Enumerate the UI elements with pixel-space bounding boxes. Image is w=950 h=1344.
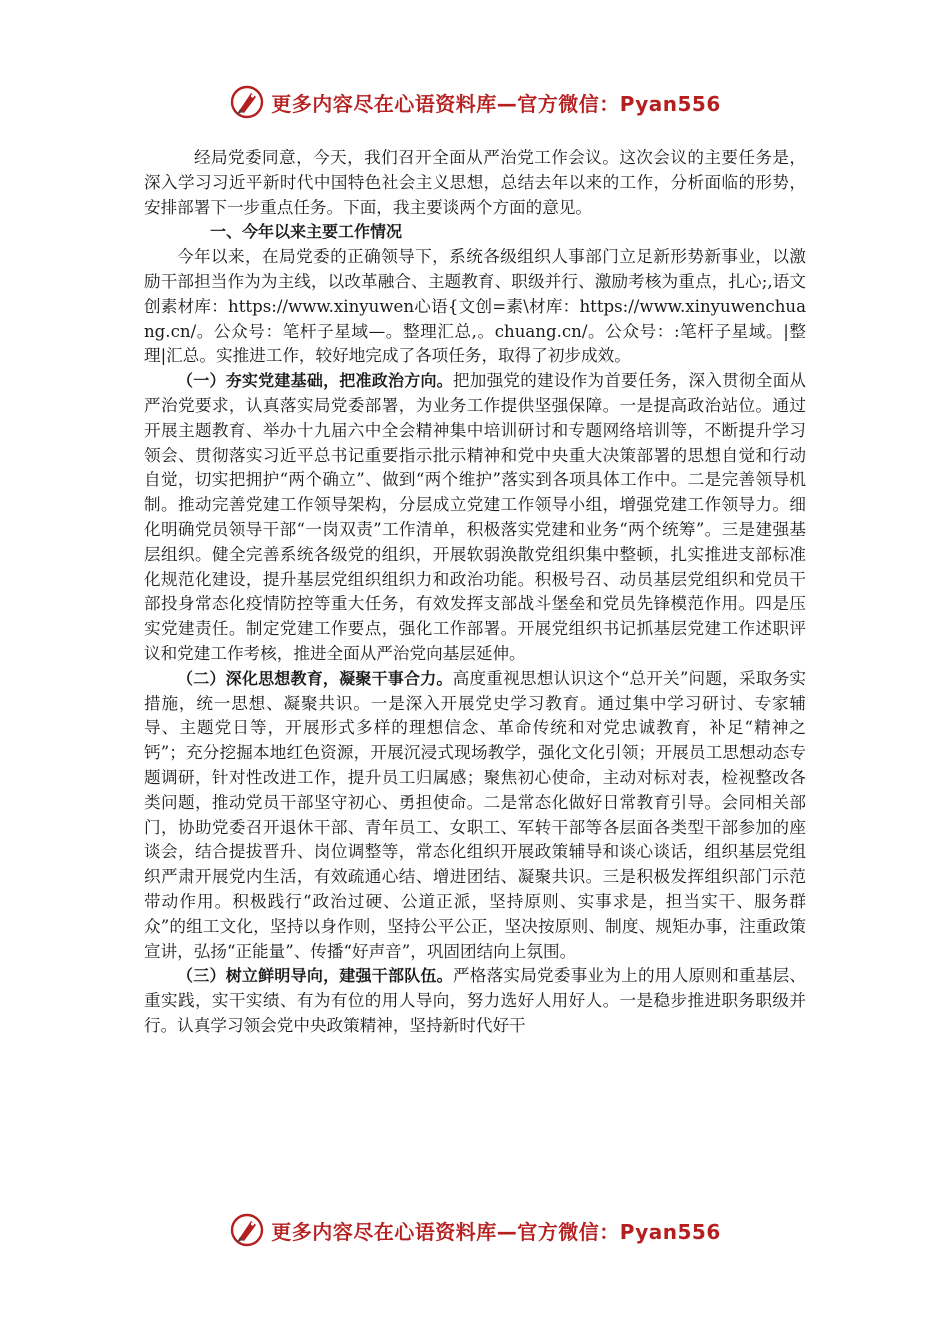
item-lead-3: （三）树立鲜明导向，建强干部队伍。 bbox=[177, 966, 453, 986]
header-watermark-banner bbox=[0, 82, 950, 122]
pen-nib-logo-icon bbox=[229, 1212, 265, 1248]
item-body-2: 高度重视思想认识这个“总开关”问题，采取务实措施，统一思想、凝聚共识。一是深入开展党史学习教育。通过集中学习研讨、专家辅导、主题党日等，开展形式多样的理想信念、革命传统和对党忠诚教育，补足“精神之钙”；充分挖掘本地红色资源，开展沉浸式现场教学，强化文化引领；开展员工思想动态专题调研，针对性改进工作，提升员工归属感；聚焦初心使命，主动对标对表，检视整改各类问题，推动党员干部坚守初心、勇担使命。二是常态化做好日常教育引导。会同相关部门，协助党委召开退休干部、青年员工、女职工、军转干部等各层面各类型干部参加的座谈会，结合提拔晋升、岗位调整等，常态化组织开展政策辅导和谈心谈话，组织基层党组织严肃开展党内生活，有效疏通心结、增进团结、凝聚共识。三是积极发挥组织部门示范带动作用。积极践行“政治过硬、公道正派，坚持原则、实事求是，担当实干、服务群众”的组工文化，坚持以身作则，坚持公平公正，坚决按原则、制度、规矩办事，注重政策宣讲，弘扬“正能量”、传播“好声音”，巩固团结向上氛围。 bbox=[144, 668, 806, 961]
item-paragraph-1 bbox=[144, 369, 806, 667]
item-paragraph-3 bbox=[144, 964, 806, 1038]
watermark-text: 更多内容尽在心语资料库—官方微信：Pyan556 bbox=[271, 91, 721, 116]
intro-paragraph: 经局党委同意，今天，我们召开全面从严治党工作会议。这次会议的主要任务是，深入学习习近平新时代中国特色社会主义思想，总结去年以来的工作，分析面临的形势，安排部署下一步重点任务。下面，我主要谈两个方面的意见。 bbox=[144, 148, 806, 217]
pen-nib-logo-icon bbox=[229, 84, 265, 120]
watermark-text: 更多内容尽在心语资料库—官方微信：Pyan556 bbox=[271, 1219, 721, 1244]
item-paragraph-2 bbox=[144, 667, 806, 965]
item-body-1: 把加强党的建设作为首要任务，深入贯彻全面从严治党要求，认真落实局党委部署，为业务工作提供坚强保障。一是提高政治站位。通过开展主题教育、举办十九届六中全会精神集中培训研讨和专题网络培训等，不断提升学习领会、贯彻落实习近平总书记重要指示批示精神和党中央重大决策部署的思想自觉和行动自觉，切实把拥护“两个确立”、做到“两个维护”落实到各项具体工作中。二是完善领导机制。推动完善党建工作领导架构，分层成立党建工作领导小组，增强党建工作领导力。细化明确党员领导干部“一岗双责”工作清单，积极落实党建和业务“两个统筹”。三是建强基层组织。健全完善系统各级党的组织，开展软弱涣散党组织集中整顿，扎实推进支部标准化规范化建设，提升基层党组织组织力和政治功能。积极号召、动员基层党组织和党员干部投身常态化疫情防控等重大任务，有效发挥支部战斗堡垒和党员先锋模范作用。四是压实党建责任。制定党建工作要点，强化工作部署。开展党组织书记抓基层党建工作述职评议和党建工作考核，推进全面从严治党向基层延伸。 bbox=[144, 371, 806, 663]
section-heading: 一、今年以来主要工作情况 bbox=[210, 222, 403, 242]
document-body bbox=[144, 146, 806, 1039]
item-body-3: 严格落实局党委事业为上的用人原则和重基层、重实践，实干实绩、有为有位的用人导向，努力选好人用好人。一是稳步推进职务职级并行。认真学习领会党中央政策精神，坚持新时代好干 bbox=[144, 966, 806, 1035]
footer-watermark-banner bbox=[0, 1210, 950, 1250]
item-lead-2: （二）深化思想教育，凝聚干事合力。 bbox=[177, 668, 453, 688]
item-lead-1: （一）夯实党建基础，把准政治方向。 bbox=[177, 371, 453, 391]
section-intro-paragraph: 今年以来，在局党委的正确领导下，系统各级组织人事部门立足新形势新事业，以激励干部担当作为为主线，以改革融合、主题教育、职级并行、激励考核为重点，扎心;,语文创素材库：https://www.xinyuwen心语{文创=素\材库：https://www.xinyuwenchuang.cn/。公众号：笔杆子星域—。整理汇总,。chuang.cn/。公众号：:笔杆子星域。|整理|汇总。实推进工作，较好地完成了各项任务，取得了初步成效。 bbox=[144, 247, 806, 366]
